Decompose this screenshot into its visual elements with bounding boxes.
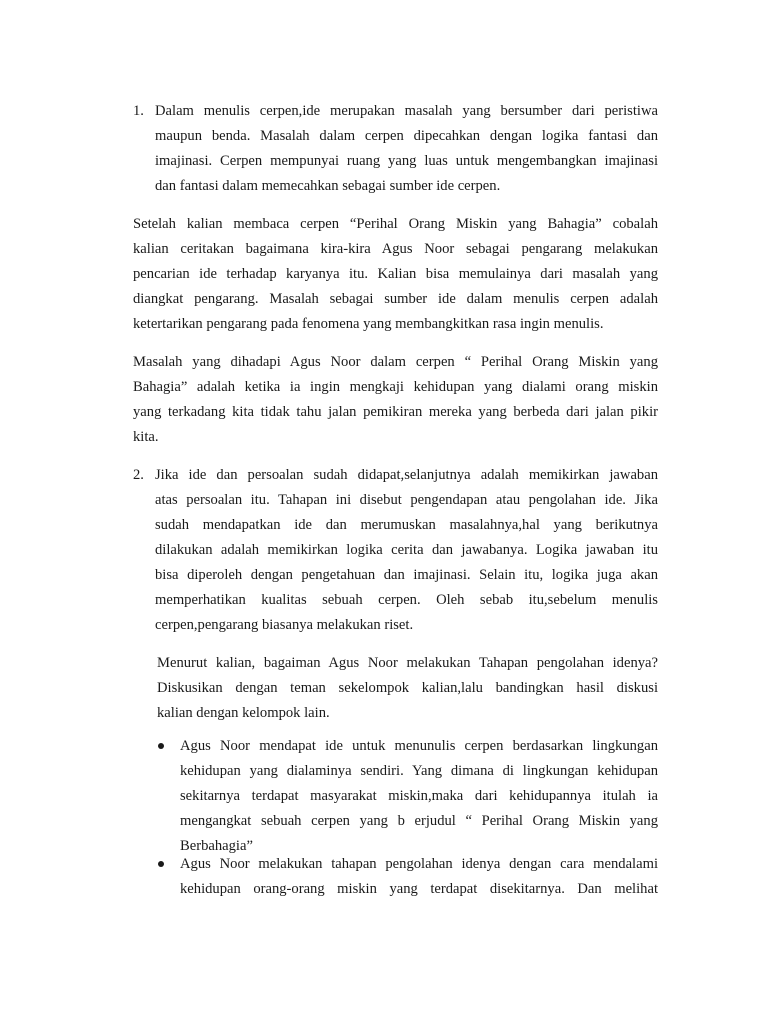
text-line: maupun benda. Masalah dalam cerpen dipecahkan dengan logika fantasi dan [155, 128, 658, 144]
list-item-2-text [155, 463, 658, 638]
list-number-2: 2. [133, 467, 144, 483]
text-line: diangkat pengarang. Masalah sebagai sumber ide dalam menulis cerpen adalah [133, 291, 658, 307]
text-line: bisa diperoleh dengan pengetahuan dan imajinasi. Selain itu, logika juga akan [155, 567, 658, 583]
text-line: memperhatikan kualitas sebuah cerpen. Oleh sebab itu,sebelum menulis [155, 592, 658, 608]
text-line: pencarian ide terhadap karyanya itu. Kalian bisa memulainya dari masalah yang [133, 266, 658, 282]
bullet-dot-icon [158, 743, 164, 749]
bullet-dot-icon [158, 861, 164, 867]
text-line: kehidupan yang dialaminya sendiri. Yang dimana di lingkungan kehidupan [180, 763, 658, 779]
text-line: sudah mendapatkan ide dan merumuskan masalahnya,hal yang berikutnya [155, 517, 658, 533]
list-item-1-text [155, 99, 658, 199]
text-line: Bahagia” adalah ketika ia ingin mengkaji kehidupan yang dialami orang miskin [133, 379, 658, 395]
text-line: atas persoalan itu. Tahapan ini disebut pengendapan atau pengolahan ide. Jika [155, 492, 658, 508]
text-line: kehidupan orang-orang miskin yang terdapat disekitarnya. Dan melihat [180, 881, 658, 897]
text-line: imajinasi. Cerpen mempunyai ruang yang luas untuk mengembangkan imajinasi [155, 153, 658, 169]
bullet-item-1-text [180, 734, 658, 859]
paragraph-question [157, 651, 658, 726]
text-line: Berbahagia” [180, 838, 253, 854]
text-line: sekitarnya terdapat masyarakat miskin,maka dari kehidupannya itulah ia [180, 788, 658, 804]
paragraph-1 [133, 212, 658, 337]
bullet-item-2-text [180, 852, 658, 902]
text-line: kalian dengan kelompok lain. [157, 705, 330, 721]
text-line: dan fantasi dalam memecahkan sebagai sumber ide cerpen. [155, 178, 501, 194]
text-line: Agus Noor melakukan tahapan pengolahan idenya dengan cara mendalami [180, 856, 658, 872]
paragraph-2 [133, 350, 658, 450]
text-line: Jika ide dan persoalan sudah didapat,selanjutnya adalah memikirkan jawaban [155, 467, 658, 483]
text-line: Menurut kalian, bagaiman Agus Noor melakukan Tahapan pengolahan idenya? [157, 655, 658, 671]
text-line: dilakukan adalah memikirkan logika cerita dan jawabanya. Logika jawaban itu [155, 542, 658, 558]
text-line: Agus Noor mendapat ide untuk menunulis cerpen berdasarkan lingkungan [180, 738, 658, 754]
text-line: cerpen,pengarang biasanya melakukan riset. [155, 617, 414, 633]
text-line: yang terkadang kita tidak tahu jalan pemikiran mereka yang berbeda dari jalan pikir [133, 404, 658, 420]
text-line: Masalah yang dihadapi Agus Noor dalam cerpen “ Perihal Orang Miskin yang [133, 354, 658, 370]
text-line: kita. [133, 429, 159, 445]
text-line: Diskusikan dengan teman sekelompok kalian,lalu bandingkan hasil diskusi [157, 680, 658, 696]
text-line: mengangkat sebuah cerpen yang b erjudul “ Perihal Orang Miskin yang [180, 813, 658, 829]
list-number-1: 1. [133, 103, 144, 119]
text-line: Dalam menulis cerpen,ide merupakan masalah yang bersumber dari peristiwa [155, 103, 658, 119]
text-line: kalian ceritakan bagaimana kira-kira Agus Noor sebagai pengarang melakukan [133, 241, 658, 257]
text-line: ketertarikan pengarang pada fenomena yang membangkitkan rasa ingin menulis. [133, 316, 604, 332]
text-line: Setelah kalian membaca cerpen “Perihal Orang Miskin yang Bahagia” cobalah [133, 216, 658, 232]
